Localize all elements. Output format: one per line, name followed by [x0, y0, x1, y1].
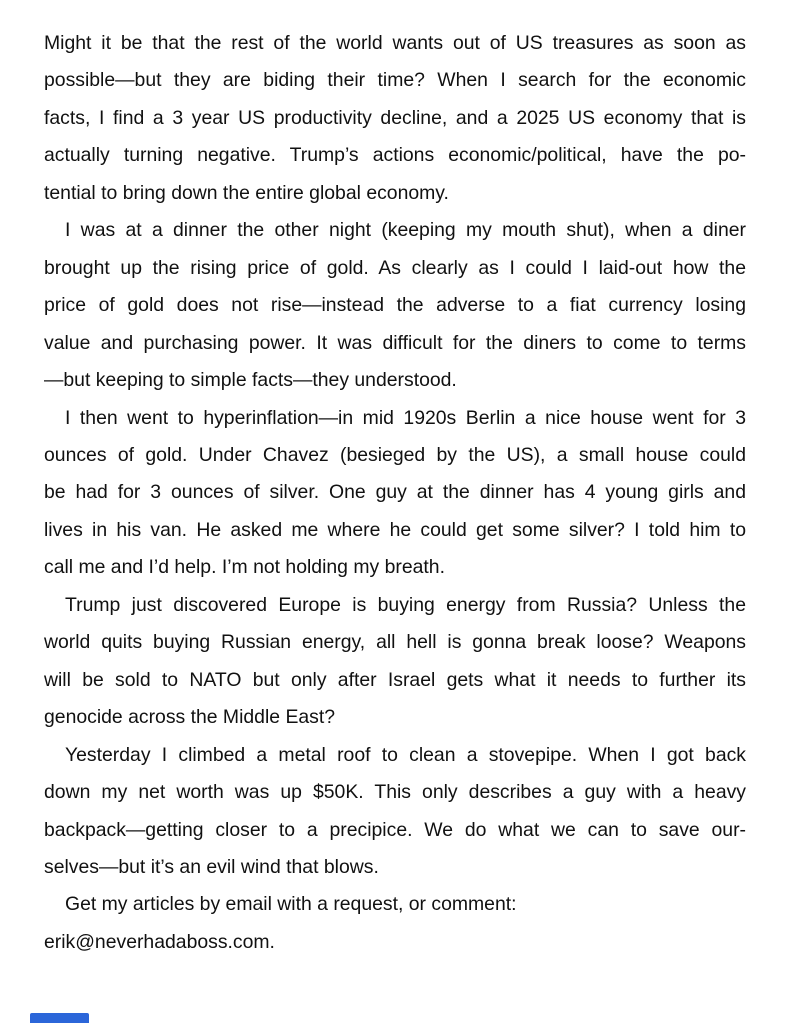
text-line: I was at a dinner the other night (keeping my mouth shut), when a diner	[65, 219, 746, 242]
text-line: Get my articles by email with a request, or comment:	[65, 893, 517, 916]
text-line: tential to bring down the entire global economy.	[44, 181, 449, 204]
text-line: backpack—getting closer to a precipice. We do what we can to save our-	[44, 818, 746, 841]
paragraph	[44, 212, 746, 399]
text-line: be had for 3 ounces of silver. One guy at the dinner has 4 young girls and	[44, 481, 746, 504]
text-line: I then went to hyperinflation—in mid 1920s Berlin a nice house went for 3	[65, 406, 746, 429]
text-line: Might it be that the rest of the world wants out of US treasures as soon as	[44, 32, 746, 54]
text-line: ounces of gold. Under Chavez (besieged by the US), a small house could	[44, 443, 746, 466]
text-line: Trump just discovered Europe is buying energy from Russia? Unless the	[65, 593, 746, 616]
paragraph	[44, 400, 746, 587]
text-line: genocide across the Middle East?	[44, 706, 336, 729]
text-line: value and purchasing power. It was difficult for the diners to come to terms	[44, 331, 746, 354]
text-line: world quits buying Russian energy, all hell is gonna break loose? Weapons	[44, 631, 746, 654]
paragraph	[44, 886, 746, 961]
paragraph	[44, 25, 746, 212]
text-line: facts, I find a 3 year US productivity decline, and a 2025 US economy that is	[44, 106, 746, 129]
text-line: lives in his van. He asked me where he could get some silver? I told him to	[44, 518, 746, 541]
text-line: selves—but it’s an evil wind that blows.	[44, 855, 379, 878]
text-line: call me and I’d help. I’m not holding my breath.	[44, 556, 445, 579]
text-line: possible—but they are biding their time? When I search for the economic	[44, 69, 746, 92]
text-line: brought up the rising price of gold. As clearly as I could I laid-out how the	[44, 256, 746, 279]
text-line: Yesterday I climbed a metal roof to clean a stovepipe. When I got back	[65, 743, 746, 766]
article-text	[44, 25, 746, 961]
paragraph	[44, 587, 746, 737]
paragraph	[44, 737, 746, 887]
text-line: —but keeping to simple facts—they understood.	[44, 369, 457, 392]
text-line: price of gold does not rise—instead the adverse to a fiat currency losing	[44, 294, 746, 317]
text-line: actually turning negative. Trump’s actions economic/political, have the po-	[44, 144, 746, 167]
partial-blue-element[interactable]	[30, 1013, 89, 1023]
text-line: will be sold to NATO but only after Israel gets what it needs to further its	[44, 668, 746, 691]
text-line: down my net worth was up $50K. This only describes a guy with a heavy	[44, 781, 746, 804]
email-address: erik@neverhadaboss.com.	[44, 930, 275, 953]
